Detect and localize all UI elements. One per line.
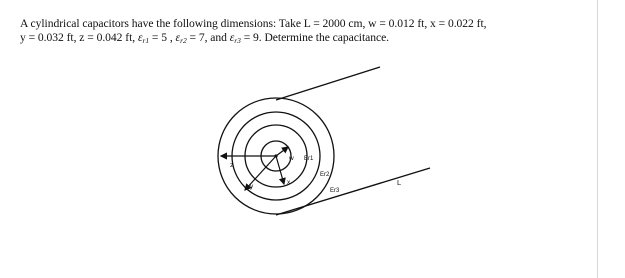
epsilon-r3-value: = 9. Determine the capacitance. — [240, 31, 390, 44]
epsilon-r2-letter: ε — [175, 31, 181, 44]
label-x: x — [287, 179, 291, 186]
label-er2: Er2 — [320, 172, 330, 178]
problem-dims-text: y = 0.032 ft, z = 0.042 ft, — [20, 31, 138, 44]
label-w: w — [289, 155, 294, 162]
epsilon-r3-letter: ε — [229, 31, 235, 44]
epsilon-r1-subscript: r1 — [142, 36, 150, 45]
epsilon-r1-value: = 5 , — [149, 31, 176, 44]
cylinder-bottom-edge-line — [276, 168, 430, 215]
label-er3: Er3 — [330, 188, 340, 194]
label-er1: Er1 — [304, 156, 314, 162]
epsilon-r2-value: = 7, and — [186, 31, 230, 44]
label-z: z — [230, 162, 234, 169]
problem-intro-text: A cylindrical capacitors have the following dimensions: Take L = 2000 cm, w = 0.012 ft, x = 0.022 ft, — [20, 17, 487, 30]
epsilon-r2-subscript: r2 — [180, 36, 187, 45]
label-length: L — [397, 178, 402, 187]
epsilon-r3-subscript: r3 — [234, 36, 241, 45]
epsilon-r1-letter: ε — [137, 31, 143, 44]
radius-arrow-w — [276, 147, 288, 156]
page-right-edge-rule — [597, 0, 598, 278]
cylinder-top-edge-line — [276, 67, 380, 100]
label-y: y — [250, 183, 254, 190]
